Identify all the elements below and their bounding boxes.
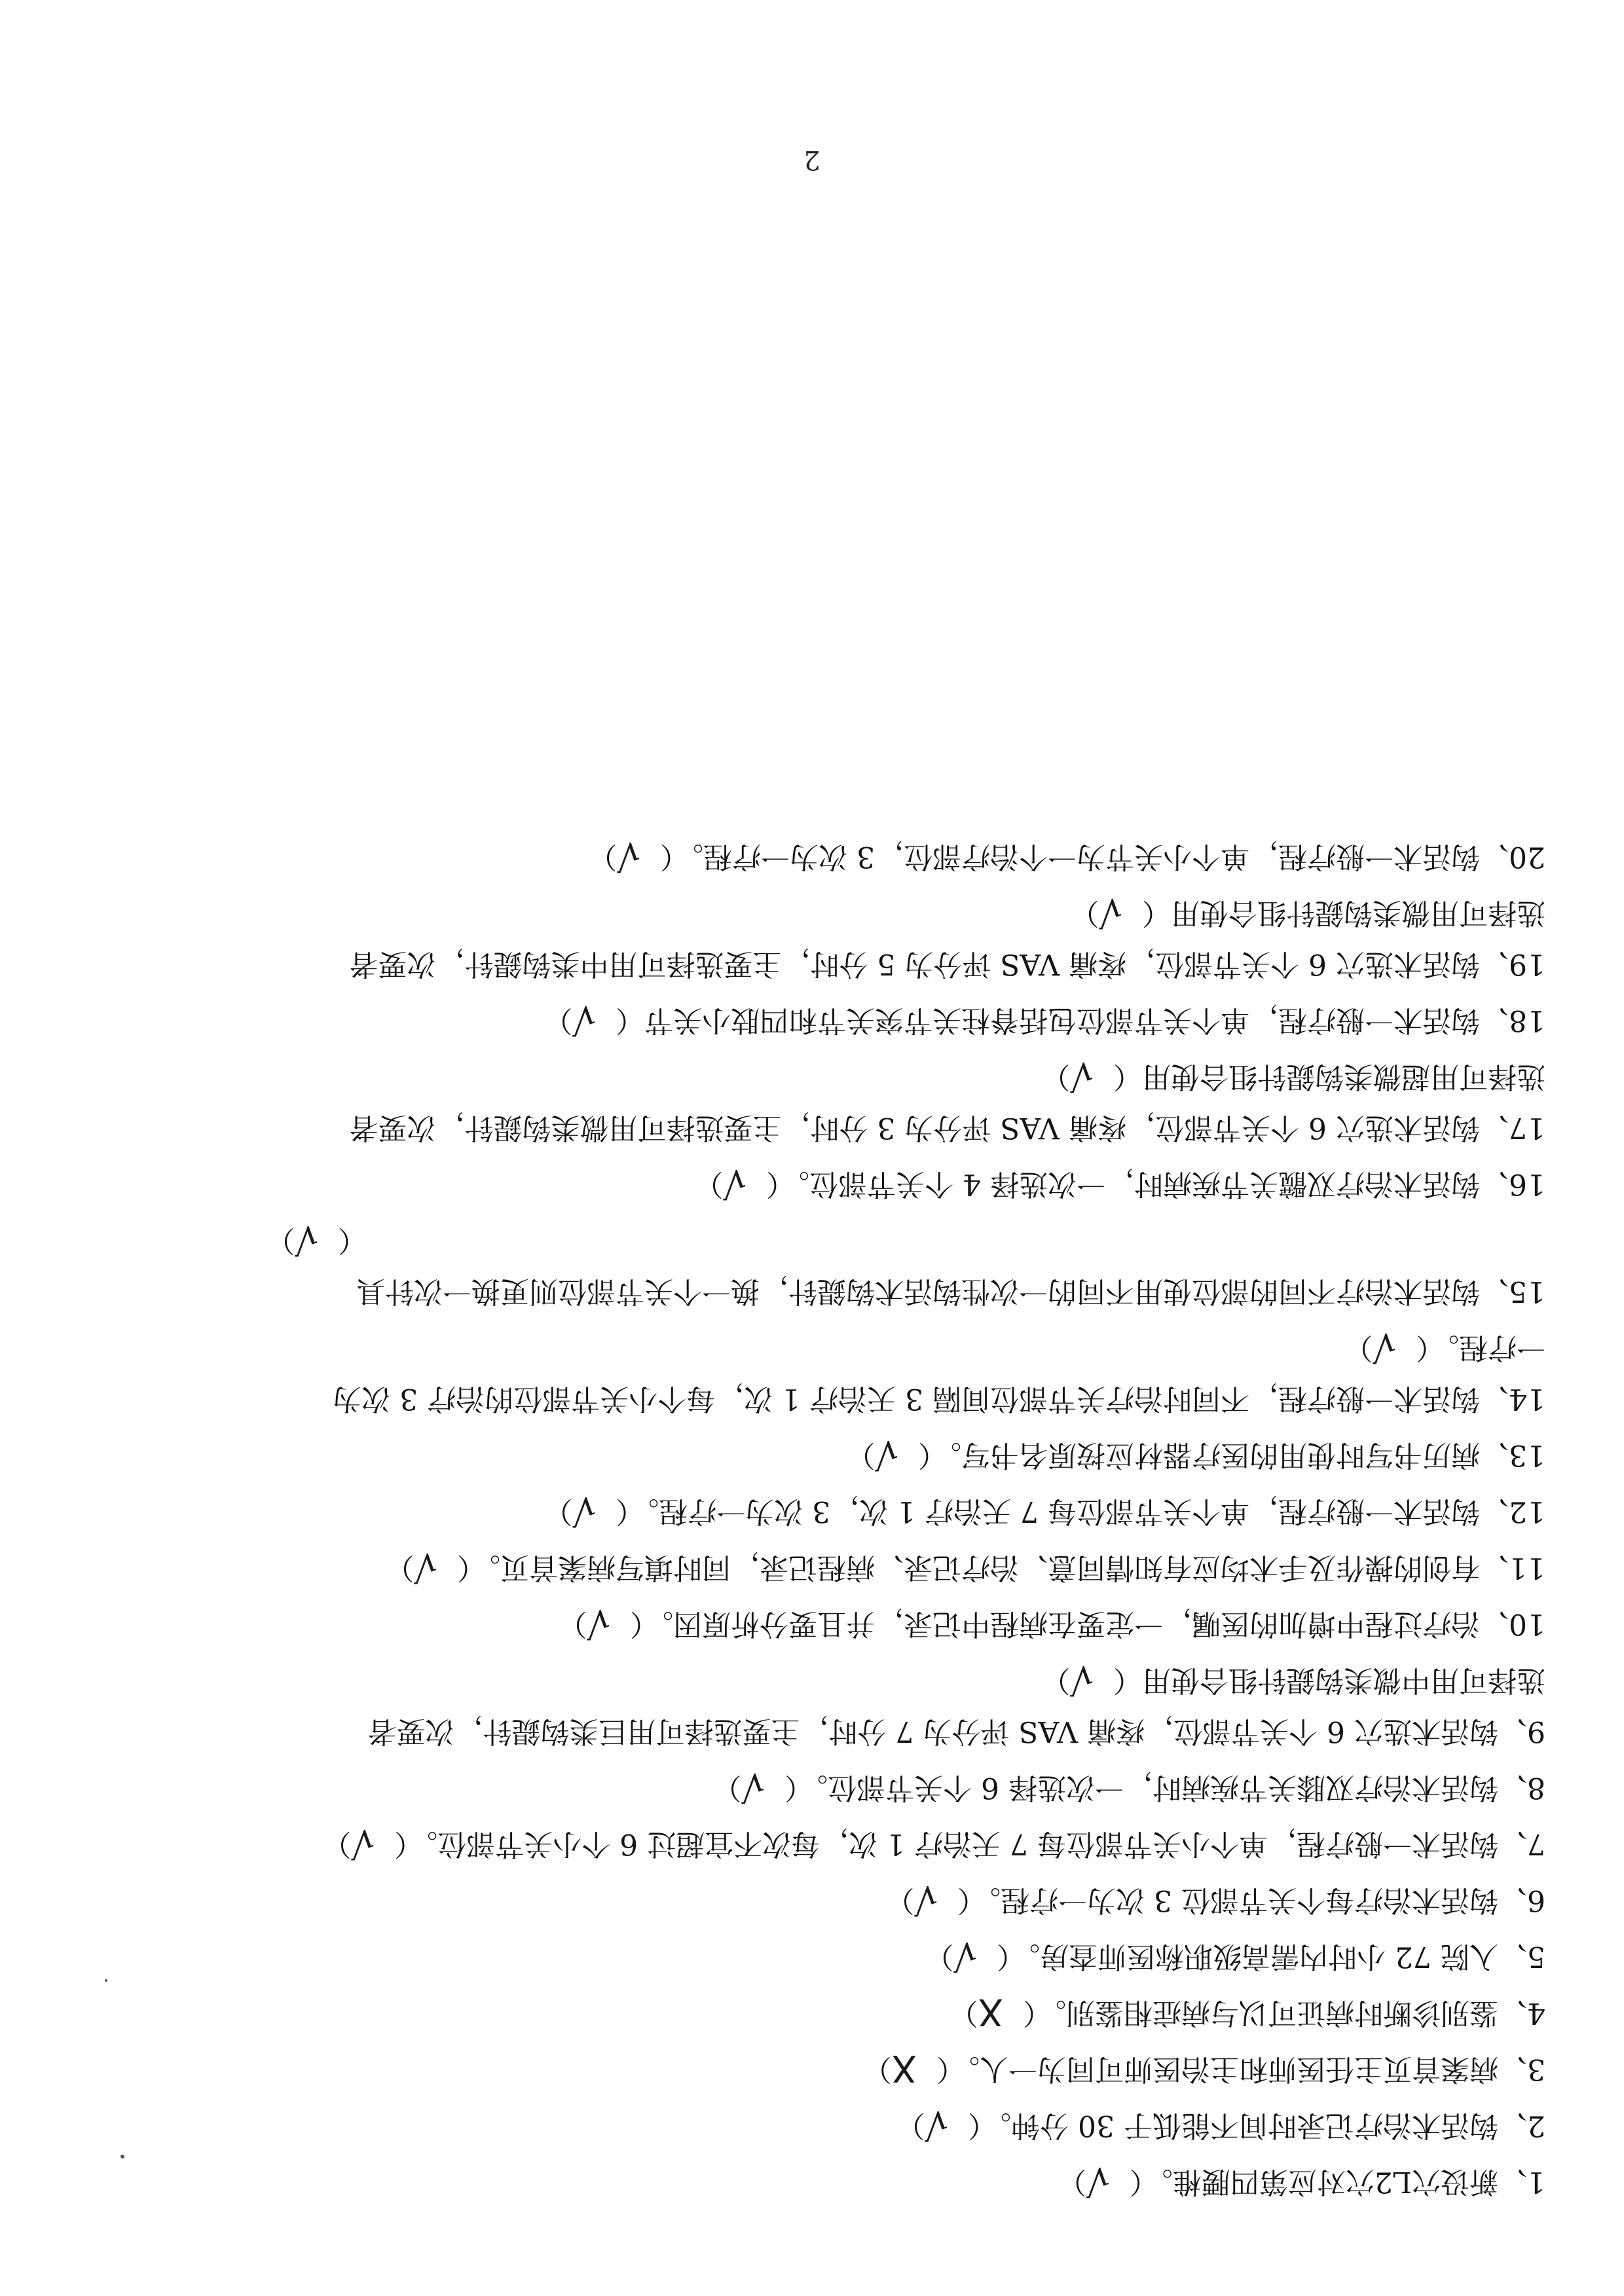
question-line <box>367 1711 1545 1751</box>
question-line <box>333 1379 1545 1418</box>
answer-mark: √ <box>1070 1658 1094 1700</box>
question-text: 19、钩活术选穴 6 个关节部位，疼痛 VAS 评分为 5 分时，主要选择可用中类钩鍉针，次要者 <box>349 947 1545 981</box>
closing-paren: ） <box>544 1495 573 1528</box>
question-text: 7、钩活术一般疗程，单个小关节部位每 7 天治疗 1 次，每次不宜超过 6 个小关节部位。（ <box>394 1827 1545 1861</box>
question-text: 11、有创的操作及手术均应有知情同意、治疗记录、病程记录，同时填写病案首页。（ <box>457 1551 1545 1584</box>
question-line <box>863 2049 1545 2088</box>
answer-mark: √ <box>572 998 596 1040</box>
question-line <box>544 1491 1545 1531</box>
answer-mark: √ <box>925 2103 949 2145</box>
question-line <box>349 1108 1545 1147</box>
answer-mark: √ <box>587 1601 610 1644</box>
question-text: 17、钩活术选穴 6 个关节部位，疼痛 VAS 评分为 3 分时，主要选择可用微类钩鍉针，次要者 <box>349 1111 1545 1144</box>
answer-mark: √ <box>1373 1325 1396 1368</box>
closing-paren: ） <box>896 2109 925 2142</box>
answer-mark: √ <box>914 1878 938 1920</box>
closing-paren: ） <box>1041 1664 1071 1697</box>
question-text: 15、钩活术治疗不同的部位使用不同的一次性钩活术钩鍉针，换一个关节部位则更换一次针具 <box>356 1275 1545 1308</box>
answer-mark: √ <box>617 834 641 877</box>
closing-paren: ） <box>925 1940 954 1973</box>
question-line <box>1041 1660 1545 1700</box>
question-line <box>544 1000 1545 1040</box>
question-text: 18、钩活术一般疗程，单个关节部位包括脊柱关节突关节和四肢小关节（ <box>616 1004 1545 1037</box>
answer-mark: √ <box>295 1218 318 1260</box>
closing-paren: ） <box>1058 2165 1087 2198</box>
question-text: 9、钩活术选穴 6 个关节部位，疼痛 VAS 评分为 7 分时，主要选择可用巨类钩鍉针，次要者 <box>367 1715 1545 1748</box>
question-line <box>322 1821 1545 1864</box>
scan-speck <box>105 1979 107 1982</box>
answer-mark: √ <box>1099 890 1122 933</box>
closing-paren: ） <box>385 1551 415 1584</box>
question-text: 一疗程。（ <box>1416 1331 1545 1364</box>
question-text: 选择可用中微类钩鍉针组合使用（ <box>1113 1664 1545 1697</box>
closing-paren: ） <box>588 840 618 873</box>
question-text: 1、新设穴L2穴对应第四腰椎。（ <box>1129 2165 1545 2198</box>
closing-paren: ） <box>558 1607 587 1641</box>
closing-paren: ） <box>846 1438 876 1472</box>
answer-mark: √ <box>741 1765 766 1808</box>
question-line <box>558 1601 1545 1644</box>
closing-paren: ） <box>862 2052 892 2086</box>
question-text: 8、钩活术治疗双膝关节疾病时，一次选择 6 个关节部位。（ <box>784 1771 1545 1804</box>
question-line <box>1344 1325 1545 1368</box>
closing-paren: ） <box>1344 1331 1373 1364</box>
question-text: （ <box>338 1224 367 1257</box>
question-text: 5、入院 72 小时内需高级职称医师查房。（ <box>997 1940 1545 1973</box>
question-line <box>846 1432 1545 1475</box>
answer-mark: √ <box>953 1934 978 1977</box>
page-number: 2 <box>803 145 821 175</box>
answer-mark: √ <box>351 1821 375 1864</box>
question-line <box>885 1880 1545 1920</box>
answer-mark: √ <box>1070 1054 1094 1097</box>
question-line <box>356 1271 1545 1311</box>
answer-mark: √ <box>723 1161 747 1204</box>
answer-mark: X <box>978 1990 1003 2033</box>
closing-paren: ） <box>1041 1060 1071 1093</box>
question-text: 13、病历书写时使用的医疗器材应按原名书写。（ <box>918 1438 1545 1472</box>
question-line <box>588 834 1545 877</box>
question-text: 16、钩活术治疗双髋关节疾病时，一次选择 4 个关节部位。（ <box>766 1167 1545 1201</box>
question-line <box>1058 2159 1545 2202</box>
question-text: 2、钩活术治疗记录时间不能低于 30 分钟。（ <box>968 2109 1545 2142</box>
question-text: 选择可用超微类钩鍉针组合使用（ <box>1113 1060 1545 1093</box>
question-text: 12、钩活术一般疗程，单个关节部位每 7 天治疗 1 次，3 次为一疗程。（ <box>616 1495 1545 1528</box>
closing-paren: ） <box>885 1884 915 1917</box>
question-line <box>949 1990 1545 2033</box>
question-line <box>896 2105 1545 2145</box>
closing-paren: ） <box>1070 896 1099 930</box>
question-line <box>712 1765 1545 1808</box>
question-text: 3、病案首页主任医师和主治医师可同为一人。（ <box>936 2052 1545 2086</box>
question-line <box>1070 890 1545 933</box>
answer-mark: √ <box>1086 2159 1110 2202</box>
question-text: 14、钩活术一般疗程，不同时治疗关节部位间隔 3 天治疗 1 次，每个小关节部位的治疗 3 次为 <box>333 1382 1545 1415</box>
question-line <box>694 1161 1545 1204</box>
answer-mark: √ <box>875 1432 898 1475</box>
question-text: 20、钩活术一般疗程，单个小关节为一个治疗部位，3 次为一疗程。（ <box>660 840 1545 873</box>
closing-paren: ） <box>544 1004 573 1037</box>
answer-mark: √ <box>414 1545 437 1588</box>
question-text: 10、治疗过程中增加的医嘱，一定要在病程中记录，并且要分析原因。（ <box>630 1607 1545 1641</box>
question-line <box>385 1545 1545 1588</box>
answer-mark: X <box>891 2047 917 2089</box>
question-text: 6、钩活术治疗每个关节部位 3 次为一疗程。（ <box>957 1884 1545 1917</box>
question-text: 4、鉴别诊断时病证可以与病症相鉴别。（ <box>1023 1996 1545 2030</box>
question-line <box>266 1220 367 1260</box>
question-line <box>1041 1054 1545 1097</box>
closing-paren: ） <box>266 1224 295 1257</box>
question-line <box>349 944 1545 983</box>
closing-paren: ） <box>712 1771 742 1804</box>
question-text: 选择可用微类钩鍉针组合使用（ <box>1142 896 1545 930</box>
closing-paren: ） <box>949 1996 978 2030</box>
answer-mark: √ <box>572 1489 597 1531</box>
closing-paren: ） <box>694 1167 724 1201</box>
question-line <box>925 1934 1545 1977</box>
closing-paren: ） <box>322 1827 352 1861</box>
scan-speck <box>120 2155 124 2159</box>
